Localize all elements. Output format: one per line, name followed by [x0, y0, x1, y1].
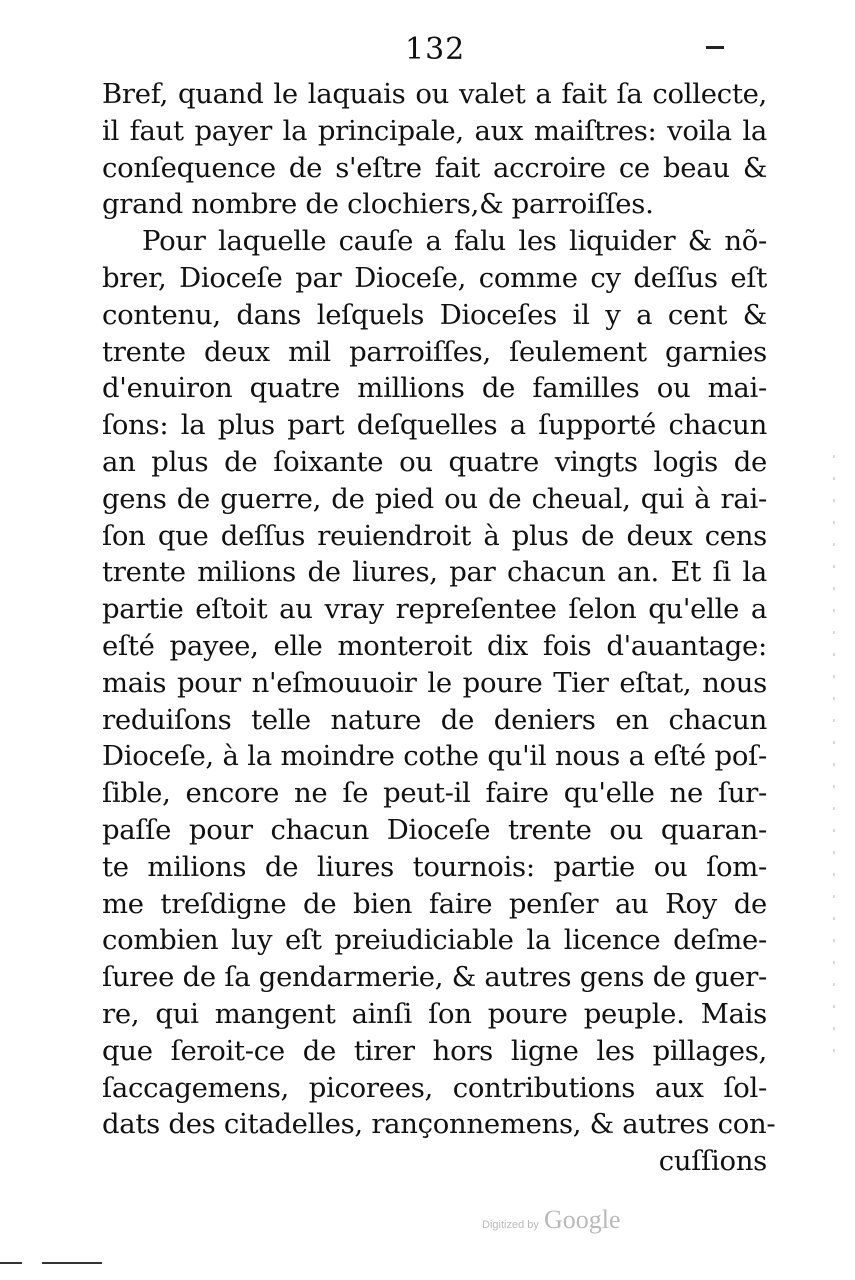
text-line: ſons: la plus part deſquelles a ſupporté chacun	[102, 409, 767, 442]
text-line: trente deux mil parroiſſes, ſeulement garnies	[102, 335, 767, 368]
text-line: il faut payer la principale, aux maiſtres: voila la	[102, 114, 767, 147]
text-line: an plus de ſoixante ou quatre vingts logis de	[102, 445, 767, 478]
text-line: ſon que deſſus reuiendroit à plus de deux cens	[102, 519, 767, 552]
text-line: grand nombre de clochiers,& parroiſſes.	[102, 188, 654, 221]
text-line: Bref, quand le laquais ou valet a fait ſa collecte,	[102, 78, 767, 110]
body-text	[102, 76, 776, 1180]
text-line: Dioceſe, à la moindre cothe qu'il nous a eſté poſ-	[102, 740, 767, 773]
page-number: 132	[405, 32, 466, 67]
text-line: d'enuiron quatre millions de familles ou mai-	[102, 372, 767, 405]
bottom-rule	[0, 1262, 22, 1264]
text-line: re, qui mangent ainſi ſon poure peuple. Mais	[102, 997, 767, 1030]
text-line: que ſeroit-ce de tirer hors ligne les pillages,	[102, 1034, 767, 1067]
text-line: me treſdigne de bien faire penſer au Roy de	[102, 887, 767, 920]
text-line: ſuree de ſa gendarmerie, & autres gens de guer-	[102, 961, 767, 994]
catchword: cuſſions	[658, 1145, 767, 1178]
text-line: paſſe pour chacun Dioceſe trente ou quaran-	[102, 813, 767, 846]
text-line: contenu, dans leſquels Dioceſes il y a cent &	[102, 298, 767, 331]
text-line: ſaccagemens, picorees, contributions aux ſol-	[102, 1071, 767, 1104]
text-line: trente milions de liures, par chacun an. Et ſi la	[102, 556, 767, 589]
text-line: reduiſons telle nature de deniers en chacun	[102, 703, 767, 736]
text-line: mais pour n'eſmouuoir le poure Tier eſtat, nous	[102, 666, 767, 699]
header-dash	[706, 46, 724, 49]
text-line: conſequence de s'eſtre fait accroire ce beau &	[102, 151, 767, 184]
text-line: combien luy eſt preiudiciable la licence deſme-	[102, 924, 767, 957]
text-line: te milions de liures tournois: partie ou ſom-	[102, 850, 767, 883]
text-line: dats des citadelles, rançonnemens, & autres con-	[102, 1108, 776, 1141]
google-logo: Google	[543, 1205, 621, 1234]
text-line: Pour laquelle cauſe a falu les liquider & nõ-	[142, 225, 767, 258]
text-line: ſible, encore ne ſe peut-il faire qu'elle ne ſur-	[102, 777, 767, 810]
watermark	[482, 1205, 621, 1235]
text-line: brer, Dioceſe par Dioceſe, comme cy deſſus eſt	[102, 261, 767, 294]
page-edge-marks	[833, 455, 835, 1055]
bottom-rule	[42, 1262, 102, 1264]
text-line: gens de guerre, de pied ou de cheual, qui à rai-	[102, 482, 767, 515]
text-line: partie eſtoit au vray repreſentee ſelon qu'elle a	[102, 593, 767, 626]
text-line: eſté payee, elle monteroit dix fois d'auantage:	[102, 629, 767, 662]
watermark-prefix: Digitized by	[482, 1219, 539, 1231]
